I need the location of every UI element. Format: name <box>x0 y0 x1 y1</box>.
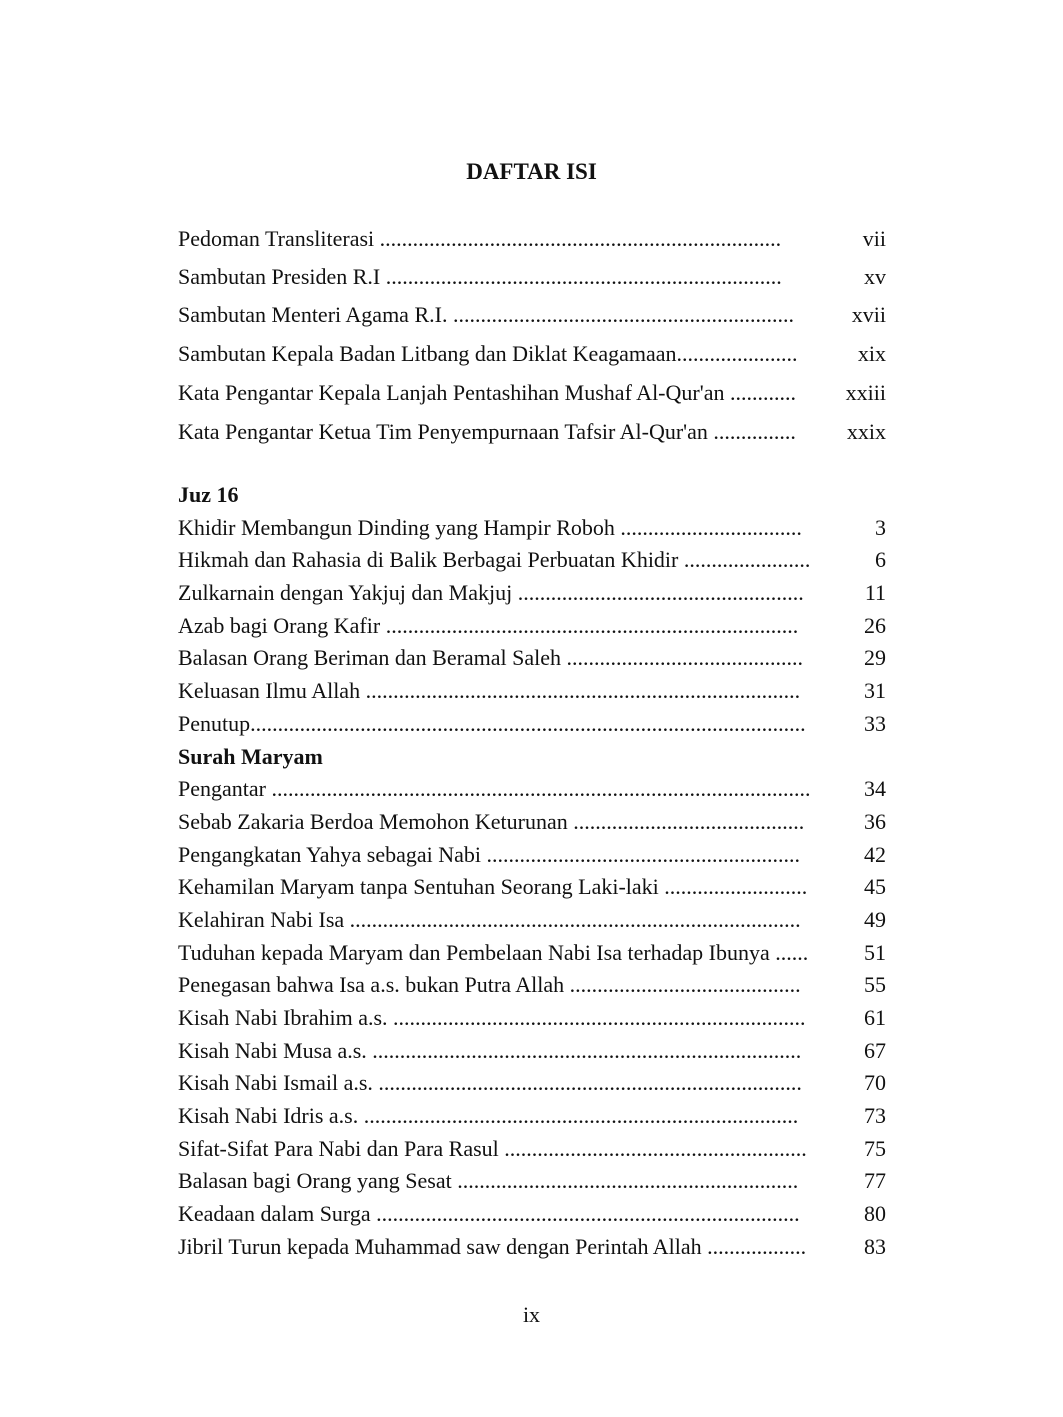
toc-entry <box>178 1002 886 1035</box>
toc-entry <box>178 412 886 451</box>
entry-page-number: 55 <box>864 972 886 998</box>
entry-page-number: 73 <box>864 1103 886 1129</box>
toc-entry <box>178 1231 886 1264</box>
toc-entry <box>178 839 886 872</box>
toc-entry <box>178 1165 886 1198</box>
entry-title: Sifat-Sifat Para Nabi dan Para Rasul ....................................................... <box>178 1135 807 1161</box>
entry-page-number: vii <box>862 226 886 251</box>
entry-title: Sambutan Kepala Badan Litbang dan Diklat Keagamaan...................... <box>178 341 798 366</box>
toc-entry <box>178 642 886 675</box>
toc-entry <box>178 675 886 708</box>
toc-entry <box>178 1133 886 1166</box>
surah-heading <box>178 741 886 774</box>
entry-title: Kisah Nabi Ismail a.s. ............................................................................. <box>178 1070 802 1096</box>
entry-page-number: 67 <box>864 1037 886 1063</box>
entry-page-number: 42 <box>864 841 886 867</box>
entry-page-number: 45 <box>864 874 886 900</box>
juz-heading-text: Juz 16 <box>178 482 239 507</box>
entry-title: Pengantar .................................................................................................. <box>178 776 811 802</box>
surah-heading-text: Surah Maryam <box>178 743 323 769</box>
toc-entry <box>178 577 886 610</box>
toc-entry <box>178 1100 886 1133</box>
toc-entry <box>178 937 886 970</box>
toc-entry <box>178 258 886 296</box>
toc-entry <box>178 544 886 577</box>
entry-page-number: 80 <box>864 1201 886 1227</box>
entry-page-number: 29 <box>864 645 886 671</box>
toc-entry <box>178 969 886 1002</box>
toc-entry <box>178 296 886 334</box>
entry-title: Sambutan Menteri Agama R.I. .............................................................. <box>178 302 794 327</box>
toc-entry <box>178 708 886 741</box>
entry-title: Kehamilan Maryam tanpa Sentuhan Seorang Laki-laki .......................... <box>178 874 808 900</box>
entry-page-number: xxix <box>846 419 886 444</box>
entry-page-number: 6 <box>875 547 886 573</box>
entry-title: Kisah Nabi Ibrahim a.s. ........................................................................... <box>178 1005 806 1030</box>
entry-page-number: 31 <box>864 678 886 704</box>
entry-title: Sebab Zakaria Berdoa Memohon Keturunan .......................................... <box>178 808 805 834</box>
entry-page-number: 33 <box>864 710 886 736</box>
entry-title: Balasan Orang Beriman dan Beramal Saleh ........................................... <box>178 645 804 671</box>
entry-title: Pedoman Transliterasi ......................................................................... <box>178 226 782 251</box>
entry-page-number: 11 <box>864 580 886 606</box>
entry-title: Hikmah dan Rahasia di Balik Berbagai Perbuatan Khidir ....................... <box>178 547 811 573</box>
entry-page-number: 34 <box>864 776 886 802</box>
entry-title: Zulkarnain dengan Yakjuj dan Makjuj .................................................... <box>178 580 804 606</box>
toc-entry <box>178 220 886 258</box>
toc-entry <box>178 806 886 839</box>
entry-title: Keluasan Ilmu Allah ............................................................................... <box>178 678 801 704</box>
front-matter-list <box>178 220 886 451</box>
juz-heading <box>178 479 886 512</box>
entry-title: Penutup..................................................................................................... <box>178 710 806 736</box>
entry-title: Jibril Turun kepada Muhammad saw dengan Perintah Allah .................. <box>178 1233 807 1259</box>
entry-page-number: 83 <box>864 1233 886 1259</box>
page-title: DAFTAR ISI <box>466 159 597 184</box>
entry-page-number: xvii <box>851 302 886 327</box>
toc-entry <box>178 1198 886 1231</box>
entry-page-number: 26 <box>864 612 886 638</box>
juz-list <box>178 479 886 1264</box>
toc-entry <box>178 373 886 412</box>
toc-entry <box>178 334 886 373</box>
toc-entry <box>178 1067 886 1100</box>
entry-title: Khidir Membangun Dinding yang Hampir Roboh ................................. <box>178 514 802 540</box>
entry-title: Kisah Nabi Musa a.s. .............................................................................. <box>178 1037 802 1063</box>
entry-page-number: 61 <box>864 1005 886 1030</box>
entry-page-number: 51 <box>864 939 886 965</box>
entry-title: Pengangkatan Yahya sebagai Nabi ......................................................... <box>178 841 801 867</box>
entry-title: Kata Pengantar Ketua Tim Penyempurnaan Tafsir Al-Qur'an ............... <box>178 419 796 444</box>
entry-page-number: 3 <box>875 514 886 540</box>
toc-entry <box>178 871 886 904</box>
entry-title: Kisah Nabi Idris a.s. ............................................................................... <box>178 1103 799 1129</box>
entry-title: Penegasan bahwa Isa a.s. bukan Putra Allah .......................................... <box>178 972 801 998</box>
toc-entry <box>178 773 886 806</box>
entry-page-number: 36 <box>864 808 886 834</box>
entry-title: Tuduhan kepada Maryam dan Pembelaan Nabi Isa terhadap Ibunya ...... <box>178 939 809 965</box>
entry-page-number: 70 <box>864 1070 886 1096</box>
entry-title: Keadaan dalam Surga ............................................................................. <box>178 1201 800 1227</box>
entry-title: Kelahiran Nabi Isa .................................................................................. <box>178 906 801 932</box>
entry-title: Balasan bagi Orang yang Sesat .............................................................. <box>178 1168 799 1194</box>
entry-page-number: xv <box>864 264 886 289</box>
entry-title: Sambutan Presiden R.I ........................................................................ <box>178 264 782 289</box>
toc-entry <box>178 1035 886 1068</box>
toc-entry <box>178 512 886 545</box>
entry-title: Kata Pengantar Kepala Lanjah Pentashihan Mushaf Al-Qur'an ............ <box>178 380 796 405</box>
entry-page-number: 75 <box>864 1135 886 1161</box>
toc-entry <box>178 610 886 643</box>
entry-page-number: xix <box>857 341 886 366</box>
toc-entry <box>178 904 886 937</box>
entry-page-number: 49 <box>864 906 886 932</box>
entry-title: Azab bagi Orang Kafir ........................................................................... <box>178 612 799 638</box>
entry-page-number: xxiii <box>845 380 886 405</box>
page-number: ix <box>522 1302 541 1327</box>
entry-page-number: 77 <box>864 1168 886 1194</box>
